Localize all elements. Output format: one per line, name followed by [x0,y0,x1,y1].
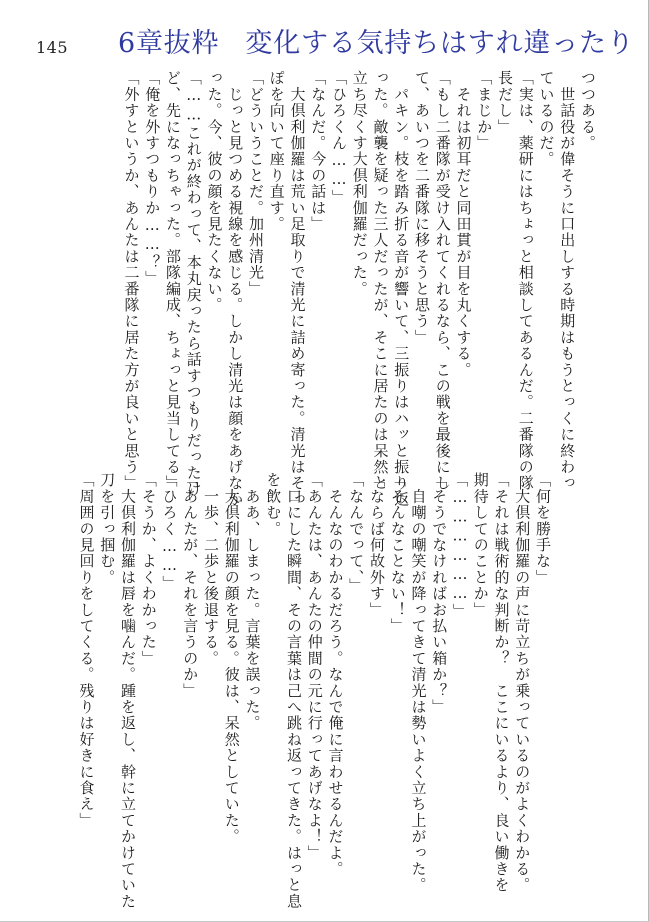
text-line: ているのだ。 [537,70,556,168]
text-line: ど、先になっちゃった。部隊編成、ちょっと見当してる」 [164,70,182,492]
text-line: ぽを向いて座り直す。 [267,70,286,232]
text-line: 「どういうことだ。加州清光」 [247,70,265,297]
text-line: て、あいつを二番隊に移そうと思う」 [413,70,431,346]
text-line: 一歩、二歩と後退する。 [202,472,220,667]
text-line: パキン。枝を踏み折る音が響いて、三振りはハッと振り返 [392,70,411,508]
text-line: 「もし二番隊が受け入れてくれるなら、この戦を最後にし [433,70,452,492]
text-line: 立ち尽くす大倶利伽羅だった。 [350,70,369,297]
text-line: つつある。 [579,70,597,151]
text-line: った。敵襲を疑った三人だったが、そこに居たのは呆然と [371,70,390,492]
text-line: じっと見つめる視線を感じる。しかし清光は顔をあげなか [226,70,245,508]
text-line: 「ひろくん……」 [330,70,348,206]
text-line: 「まじか」 [475,70,494,151]
text-line: 大倶利伽羅の声に苛立ちが乗っているのがよくわかる。 [513,472,532,894]
text-line: 大倶利伽羅の顔を見る。彼は、呆然としていた。 [222,472,241,845]
text-line: 長だし」 [496,70,514,135]
text-line: 「そうか、よくわかった」 [139,472,158,667]
text-line: 「外すというか、あんたは二番隊に居た方が良いと思う」 [122,70,141,492]
text-line: 「それは戦術的な判断か？ ここにいるより、良い働きを [492,472,511,894]
text-line: 「周囲の見回りをしてくる。残りは好きに食え」 [77,472,96,829]
text-line: 世話役が偉そうに口出しする時期はもうとっくに終わっ [558,70,577,492]
text-line: そんなのわかるだろう。なんで俺に言わせるんだよ。 [326,472,345,877]
text-line: それは初耳だと同田貫が目を丸くする。 [454,70,473,378]
text-line: を飲む。 [264,472,283,537]
text-line: 「ならば何故外す」 [368,472,386,618]
text-line: 「何を勝手な」 [534,472,552,586]
text-line: 「なんだ。今の話は」 [309,70,328,232]
chapter-subtitle: 変化する気持ちはすれ違ったり [245,28,635,59]
text-line: 大倶利伽羅は荒い足取りで清光に詰め寄った。清光はそっ [288,70,307,508]
text-line: ああ、しまった。言葉を誤った。 [243,472,262,732]
text-line: 刀を引っ掴む。 [98,472,117,586]
text-line: 「なんでって、」 [347,472,366,595]
chapter-number: 6章抜粋 [118,28,220,59]
text-line: 「………………」 [451,472,469,620]
text-line: 口にした瞬間、その言葉は己へ跳ね返ってきた。はっと息 [285,472,303,910]
text-line: った。今、彼の顔を見たくない。 [205,70,224,313]
text-line: 「あんたが、それを言うのか」 [181,472,200,699]
text-line: 「俺を外すつもりか……？」 [143,70,162,287]
text-line: 大倶利伽羅は唇を噛んだ。踵を返し、幹に立てかけていた [119,472,137,910]
text-line: 「あんたは、あんたの仲間の元に行ってあげなよ！」 [305,472,324,861]
chapter-title [118,21,635,60]
text-line: 「ひろく……」 [160,472,179,592]
text-line: 自嘲の嘲笑が降ってきて清光は勢いよく立ち上がった。 [409,472,428,894]
lower-text-column [53,472,553,910]
page-number: 145 [36,38,69,57]
text-line: 「……これが終わって、本丸戻ったら話すつもりだったけ [184,70,203,498]
text-line: 「そうでなければお払い箱か？」 [430,472,449,715]
text-line: 期待してのことか」 [471,472,490,618]
text-line: 「そんなことない！」 [388,472,407,634]
text-line: 「実は、薬研にはちょっと相談してあるんだ。二番隊の隊 [516,70,535,492]
